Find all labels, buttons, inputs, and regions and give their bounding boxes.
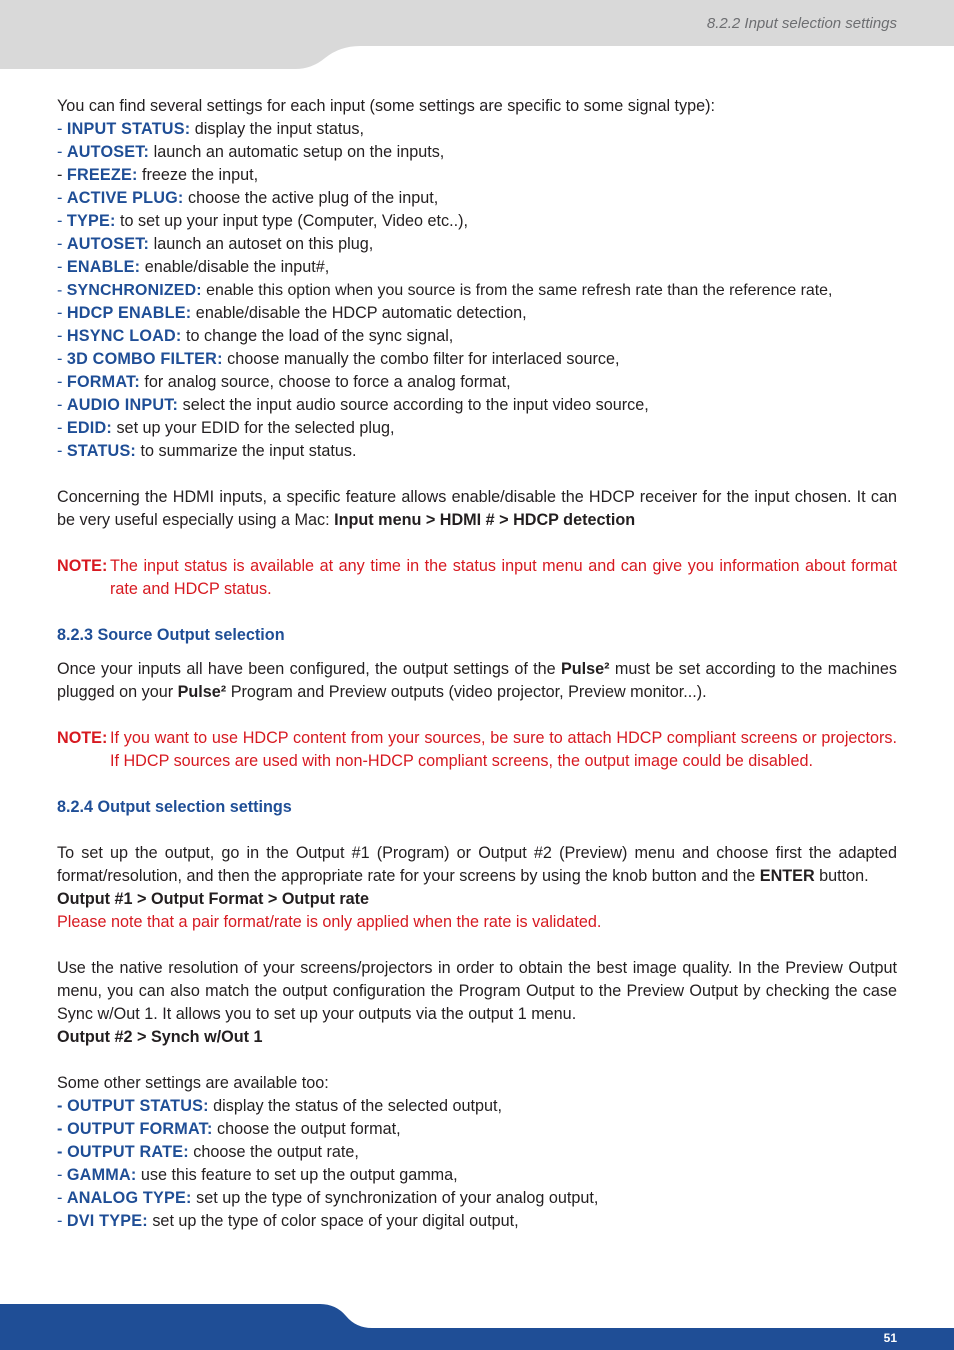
list-item: - HDCP ENABLE: enable/disable the HDCP automatic detection,	[57, 304, 527, 322]
note-label: NOTE:	[57, 729, 108, 747]
note-input-status	[57, 555, 897, 601]
list-item: - ACTIVE PLUG: choose the active plug of the input,	[57, 189, 439, 207]
list-item: - GAMMA: use this feature to set up the output gamma,	[57, 1166, 458, 1184]
list-item: - ENABLE: enable/disable the input#,	[57, 258, 330, 276]
list-item: - OUTPUT FORMAT: choose the output format,	[57, 1120, 401, 1138]
header-shape	[0, 0, 954, 70]
input-settings-list	[57, 118, 897, 463]
list-item: - DVI TYPE: set up the type of color space of your digital output,	[57, 1212, 519, 1230]
brand-name: Pulse²	[177, 683, 227, 701]
hdmi-menu-path: Input menu > HDMI # > HDCP detection	[334, 511, 636, 529]
page-content	[57, 95, 897, 1233]
note-label: NOTE:	[57, 557, 108, 575]
list-item: - AUDIO INPUT: select the input audio source according to the input video source,	[57, 396, 649, 414]
section-title-823: 8.2.3 Source Output selection	[57, 626, 285, 644]
section-title-824: 8.2.4 Output selection settings	[57, 798, 292, 816]
list-item: - FORMAT: for analog source, choose to force a analog format,	[57, 373, 511, 391]
page-number: 51	[883, 1331, 897, 1345]
list-item: - HSYNC LOAD: to change the load of the sync signal,	[57, 327, 454, 345]
list-item: - STATUS: to summarize the input status.	[57, 442, 357, 460]
brand-name: Pulse²	[560, 660, 610, 678]
header-section-label: 8.2.2 Input selection settings	[706, 15, 897, 32]
list-item: - INPUT STATUS: display the input status,	[57, 120, 364, 138]
intro-text: You can find several settings for each input (some settings are specific to some signal type):	[57, 97, 716, 115]
list-item: - AUTOSET: launch an automatic setup on the inputs,	[57, 143, 445, 161]
list-item: - OUTPUT RATE: choose the output rate,	[57, 1143, 359, 1161]
note-hdcp	[57, 727, 897, 773]
output-settings-list	[57, 1095, 897, 1233]
list-item: - TYPE: to set up your input type (Computer, Video etc..),	[57, 212, 468, 230]
page-footer-band	[0, 1304, 954, 1350]
list-item: - SYNCHRONIZED: enable this option when you source is from the same refresh rate than the reference rate,	[57, 282, 833, 299]
list-item: - AUTOSET: launch an autoset on this plug,	[57, 235, 374, 253]
enter-key-label: ENTER	[759, 867, 815, 885]
list-item: - FREEZE: freeze the input,	[57, 166, 259, 184]
native-resolution-paragraph: Use the native resolution of your screens/projectors in order to obtain the best image quality. In the Preview Output menu, you can also match the output configuration the Program Output to the Preview Output by checking the case Sync w/Out 1. It allows you to set up your outputs via the output 1 menu.	[57, 959, 897, 1023]
note-text: The input status is available at any time in the status input menu and can give you information about format rate and HDCP status.	[110, 557, 897, 598]
list-item: - 3D COMBO FILTER: choose manually the combo filter for interlaced source,	[57, 350, 620, 368]
source-output-paragraph: Once your inputs all have been configured, the output settings of the Pulse² must be set according to the machines plugged on your Pulse² Program and Preview outputs (video projector, Preview monitor...).	[57, 660, 897, 701]
footer-shape	[0, 1304, 954, 1350]
output2-menu-path: Output #2 > Synch w/Out 1	[57, 1028, 263, 1046]
rate-validation-note: Please note that a pair format/rate is only applied when the rate is validated.	[57, 913, 602, 931]
hdmi-paragraph: Concerning the HDMI inputs, a specific feature allows enable/disable the HDCP receiver for the input chosen. It can be very useful especially using a Mac: Input menu > HDMI # > HDCP detection	[57, 488, 897, 529]
output-setup-paragraph: To set up the output, go in the Output #1 (Program) or Output #2 (Preview) menu and choose first the adapted format/resolution, and then the appropriate rate for your screens by using the knob button and the ENTER button.	[57, 844, 897, 885]
list-item: - EDID: set up your EDID for the selected plug,	[57, 419, 395, 437]
note-text: If you want to use HDCP content from your sources, be sure to attach HDCP compliant screens or projectors. If HDCP sources are used with non-HDCP compliant screens, the output image could be disabled.	[110, 729, 897, 770]
list-item: - OUTPUT STATUS: display the status of the selected output,	[57, 1097, 503, 1115]
list-item: - ANALOG TYPE: set up the type of synchronization of your analog output,	[57, 1189, 599, 1207]
other-settings-intro: Some other settings are available too:	[57, 1074, 329, 1092]
output1-menu-path: Output #1 > Output Format > Output rate	[57, 890, 370, 908]
page-header-band	[0, 0, 954, 70]
